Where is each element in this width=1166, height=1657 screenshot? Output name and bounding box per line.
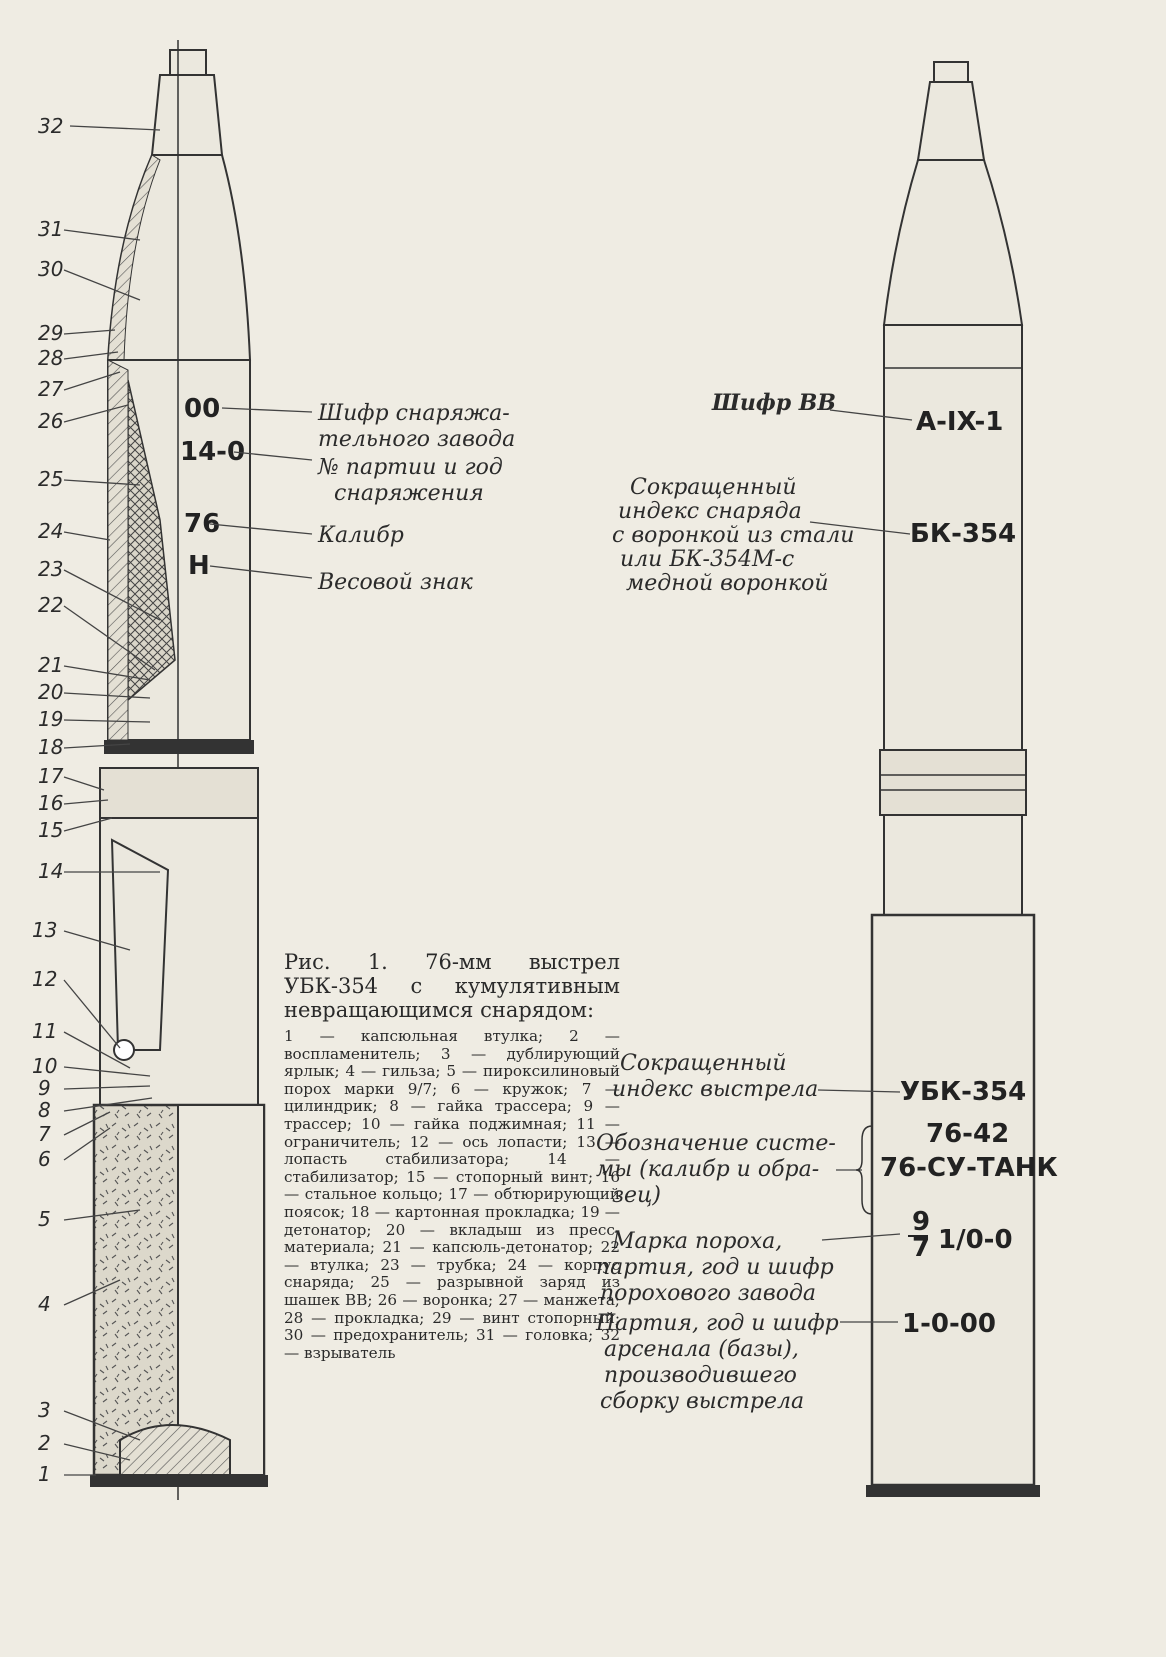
primer-1 — [120, 1425, 230, 1475]
part-number: 16 — [38, 791, 64, 815]
part-number: 22 — [38, 593, 64, 617]
arsenal-mark: 1-0-00 — [902, 1309, 996, 1339]
part-number: 24 — [38, 519, 64, 543]
right-round-exterior — [866, 62, 1040, 1497]
part-number: 21 — [38, 653, 64, 677]
batch-year-label-1: № партии и год — [318, 455, 503, 480]
explosive-code-label: Шифр ВВ — [712, 390, 836, 416]
part-number: 30 — [38, 257, 64, 281]
part-number: 31 — [38, 217, 64, 241]
right-fuze-cap — [934, 62, 968, 82]
right-neck — [884, 815, 1022, 915]
part-number: 4 — [38, 1292, 51, 1316]
band-lower — [100, 768, 258, 818]
arsenal-label-1: Партия, год и шифр — [596, 1311, 839, 1336]
part-number: 15 — [38, 818, 64, 842]
part-number: 1 — [38, 1462, 51, 1486]
system-label-1: Обозначение систе- — [596, 1131, 836, 1156]
right-case — [872, 915, 1034, 1485]
plant-code-label-1: Шифр снаряжа- — [318, 401, 510, 426]
right-fuze — [918, 82, 984, 160]
powder-fraction-numerator: 9 — [912, 1207, 931, 1237]
system-brace — [856, 1126, 872, 1214]
rotating-band-17 — [104, 740, 254, 754]
powder-label-3: порохового завода — [600, 1281, 817, 1306]
right-head — [884, 160, 1022, 325]
part-number: 29 — [38, 321, 64, 345]
part-number: 19 — [38, 707, 64, 731]
part-number: 2 — [38, 1431, 51, 1455]
caliber-label: Калибр — [318, 523, 404, 548]
part-number: 20 — [38, 680, 64, 704]
powder-mark: 1/0-0 — [938, 1225, 1013, 1255]
weight-mark: Н — [188, 551, 210, 581]
arsenal-label-4: сборку выстрела — [600, 1389, 805, 1414]
batch-year-mark: 14-0 — [180, 437, 246, 467]
part-number: 13 — [32, 918, 58, 942]
plant-code-label-2: тельного завода — [318, 427, 516, 452]
round-index-label-2: индекс выстрела — [612, 1077, 819, 1102]
projectile-index-label-2: индекс снаряда — [618, 499, 802, 524]
part-number: 14 — [38, 859, 64, 883]
figure-caption — [284, 950, 620, 1362]
fuze-32 — [152, 75, 222, 155]
part-number: 3 — [38, 1398, 51, 1422]
caliber-mark: 76 — [184, 509, 221, 539]
caption-title: Рис. 1. 76-мм выстрел УБК-354 с кумулятивным невращающимся снарядом: — [284, 950, 620, 1022]
system-label-2: мы (калибр и обра- — [596, 1157, 820, 1182]
part-number: 25 — [38, 467, 64, 491]
right-band — [880, 750, 1026, 815]
part-number: 27 — [38, 377, 64, 401]
part-number: 17 — [38, 764, 64, 788]
arsenal-label-2: арсенала (базы), — [604, 1337, 799, 1362]
powder-label-2: партия, год и шифр — [596, 1255, 834, 1280]
arsenal-label-3: производившего — [604, 1363, 797, 1388]
part-number: 8 — [38, 1098, 51, 1122]
part-number: 10 — [32, 1054, 58, 1078]
case-base — [90, 1475, 268, 1487]
part-number: 23 — [38, 557, 64, 581]
system-mark-2: 76-СУ-ТАНК — [880, 1153, 1058, 1183]
blade-axis-12 — [114, 1040, 134, 1060]
caption-legend: 1 — капсюльная втулка; 2 — воспламенитель; 3 — дублирующий ярлык; 4 — гильза; 5 — пироксилиновый порох марки 9/7; 6 — кружок; 7 — цилиндрик; 8 — гайка трассера; 9 — трассер; 10 — гайка поджимная; 11 — ограничитель; 12 — ось лопасти; 13 — лопасть стабилизатора; 14 — стабилизатор; 15 — стопорный винт; 16 — стальное кольцо; 17 — обтюрирующий поясок; 18 — картонная прокладка; 19 — детонатор; 20 — вкладыш из пресс-материала; 21 — капсюль-детонатор; 22 — втулка; 23 — трубка; 24 — корпус снаряда; 25 — разрывной заряд из шашек ВВ; 26 — воронка; 27 — манжета; 28 — прокладка; 29 — винт стопорный; 30 — предохранитель; 31 — головка; 32 — взрыватель — [284, 1027, 620, 1362]
part-number: 9 — [38, 1076, 51, 1100]
weight-mark-label: Весовой знак — [318, 570, 473, 595]
projectile-index-label-1: Сокращенный — [630, 475, 797, 500]
projectile-index-mark: БК-354 — [910, 519, 1017, 549]
projectile-index-label-5: медной воронкой — [626, 571, 829, 596]
part-number: 11 — [32, 1019, 58, 1043]
part-number: 32 — [38, 114, 64, 138]
system-label-3: зец) — [612, 1183, 661, 1208]
fuze-cap — [170, 50, 206, 75]
round-index-label-1: Сокращенный — [620, 1051, 787, 1076]
leader — [64, 777, 104, 790]
part-number: 12 — [32, 967, 58, 991]
system-mark-1: 76-42 — [926, 1119, 1010, 1149]
part-number: 6 — [38, 1147, 51, 1171]
body-wall-hatch — [108, 360, 128, 740]
projectile-index-label-3: с воронкой из стали — [612, 523, 855, 548]
part-number: 18 — [38, 735, 64, 759]
leader — [64, 532, 110, 540]
part-number: 26 — [38, 409, 64, 433]
part-number: 7 — [38, 1122, 51, 1146]
part-number: 28 — [38, 346, 64, 370]
round-index-mark: УБК-354 — [900, 1077, 1027, 1107]
projectile-index-label-4: или БК-354М-с — [620, 547, 795, 572]
leader — [64, 330, 115, 334]
powder-fraction-denominator: 7 — [912, 1233, 931, 1263]
explosive-code-mark: А-IX-1 — [916, 407, 1004, 437]
leader — [70, 126, 160, 130]
case-right-half — [178, 1105, 264, 1475]
part-number: 5 — [38, 1207, 51, 1231]
batch-year-label-2: снаряжения — [334, 481, 484, 506]
powder-label-1: Марка пороха, — [612, 1229, 783, 1254]
right-case-base — [866, 1485, 1040, 1497]
plant-code-mark: 00 — [184, 394, 221, 424]
